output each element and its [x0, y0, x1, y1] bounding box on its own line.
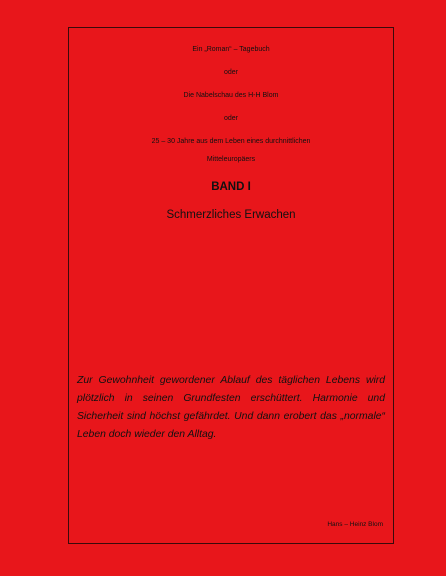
- tagline-jahre: 25 – 30 Jahre aus dem Leben eines durchnittlichen: [151, 138, 311, 145]
- connector-oder-2: oder: [223, 115, 238, 122]
- volume-subtitle: Schmerzliches Erwachen: [166, 209, 296, 221]
- cover-blurb: Zur Gewohnheit gewordener Ablauf des täglichen Lebens wird plötzlich in seinen Grundfesten erschüttert. Harmonie und Sicherheit sind höchst gefährdet. Und dann erobert das „normale“ Leben doch wieder den Alltag.: [77, 375, 385, 440]
- volume-title: BAND I: [211, 181, 251, 193]
- connector-oder-1: oder: [223, 69, 238, 76]
- tagline-mitteleuropaers: Mitteleuropäers: [206, 156, 256, 163]
- cover-frame: [68, 27, 394, 544]
- author-name: Hans – Heinz Blom: [327, 521, 383, 528]
- tagline-roman-tagebuch: Ein „Roman“ – Tagebuch: [192, 46, 270, 53]
- tagline-nabelschau: Die Nabelschau des H-H Blom: [183, 92, 279, 99]
